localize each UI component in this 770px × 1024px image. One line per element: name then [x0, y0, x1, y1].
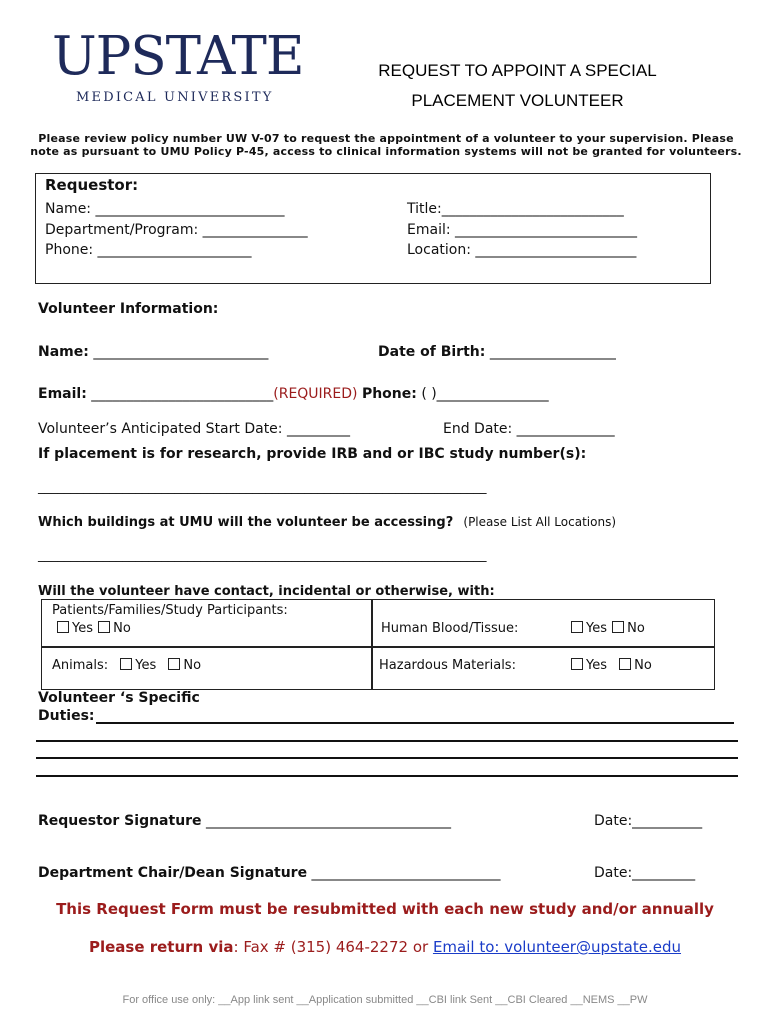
animals-yes-checkbox[interactable]	[120, 658, 132, 670]
patients-label: Patients/Families/Study Participants:	[52, 603, 288, 618]
duties-line-2[interactable]	[36, 740, 738, 742]
irb-label: If placement is for research, provide IRB and or IBC study number(s):	[38, 446, 587, 462]
blood-no-label: No	[627, 621, 645, 636]
hazardous-yes-checkbox[interactable]	[571, 658, 583, 670]
volunteer-email-row[interactable]	[38, 386, 549, 402]
hazardous-no-checkbox[interactable]	[619, 658, 631, 670]
patients-yes-checkbox[interactable]	[57, 621, 69, 633]
volunteer-name-label: Name:	[38, 344, 89, 360]
required-note: (REQUIRED)	[273, 386, 358, 402]
requestor-phone-field[interactable]: Phone: ______________________	[45, 242, 252, 258]
volunteer-dob-line[interactable]: __________________	[489, 344, 616, 360]
return-label: Please return via	[88, 938, 234, 956]
volunteer-dob-label: Date of Birth:	[378, 344, 486, 360]
form-title-line2: PLACEMENT VOLUNTEER	[411, 91, 624, 110]
blood-yes-checkbox[interactable]	[571, 621, 583, 633]
hazardous-no-label: No	[634, 658, 652, 673]
blood-yes-label: Yes	[586, 621, 607, 636]
animals-no-label: No	[183, 658, 202, 673]
chair-date-field[interactable]: Date:_________	[594, 865, 696, 881]
volunteer-heading: Volunteer Information:	[38, 301, 219, 317]
volunteer-start-date-field[interactable]: Volunteer’s Anticipated Start Date: _________	[38, 421, 350, 437]
volunteer-phone-label: Phone:	[361, 386, 417, 402]
duties-label-line1: Volunteer ‘s Specific	[38, 690, 200, 706]
duties-line-4[interactable]	[36, 775, 738, 777]
duties-label-line2: Duties:	[38, 708, 95, 724]
policy-notice: Please review policy number UW V-07 to request the appointment of a volunteer to your supervision. Please note as pursuant to UMU Policy P-45, access to clinical information systems will not be granted for volunteers.	[30, 132, 742, 158]
volunteer-email-line[interactable]: __________________________	[91, 386, 274, 402]
patients-options	[56, 621, 131, 636]
blood-no-checkbox[interactable]	[612, 621, 624, 633]
blood-options	[570, 621, 645, 636]
return-fax: : Fax # (315) 464-2272 or	[233, 938, 433, 956]
patients-no-label: No	[113, 621, 131, 636]
volunteer-phone-line[interactable]: ( )________________	[421, 386, 549, 402]
requestor-location-field[interactable]: Location: _______________________	[407, 242, 637, 258]
animals-label: Animals:	[52, 658, 109, 673]
requestor-date-field[interactable]: Date:__________	[594, 813, 703, 829]
form-title-line1: REQUEST TO APPOINT A SPECIAL	[378, 61, 657, 80]
requestor-signature-row[interactable]	[38, 813, 451, 829]
buildings-hint: (Please List All Locations)	[463, 515, 616, 529]
requestor-signature-line[interactable]: ___________________________________	[206, 813, 452, 829]
duties-line-3[interactable]	[36, 757, 738, 759]
hazardous-yes-label: Yes	[586, 658, 607, 673]
volunteer-end-date-field[interactable]: End Date: ______________	[443, 421, 615, 437]
chair-signature-line[interactable]: ___________________________	[311, 865, 501, 881]
requestor-department-field[interactable]: Department/Program: _______________	[45, 222, 308, 238]
logo-wordmark: UPSTATE	[52, 26, 304, 87]
patients-no-checkbox[interactable]	[98, 621, 110, 633]
animals-yes-label: Yes	[135, 658, 157, 673]
office-use-footer: For office use only: __App link sent __Application submitted __CBI link Sent __CBI Cleared __NEMS __PW	[122, 994, 648, 1006]
volunteer-name-row[interactable]	[38, 344, 268, 360]
logo-subtitle: MEDICAL UNIVERSITY	[76, 90, 274, 105]
resubmit-notice: This Request Form must be resubmitted with each new study and/or annually	[56, 900, 714, 918]
requestor-signature-label: Requestor Signature	[38, 813, 202, 829]
blood-label: Human Blood/Tissue:	[381, 621, 519, 636]
requestor-email-field[interactable]: Email: __________________________	[407, 222, 638, 238]
requestor-name-field[interactable]: Name: ___________________________	[45, 201, 285, 217]
buildings-label: Which buildings at UMU will the volunteer be accessing?	[38, 515, 454, 530]
contact-heading: Will the volunteer have contact, incidental or otherwise, with:	[38, 584, 495, 599]
buildings-row	[38, 515, 616, 530]
hazardous-label: Hazardous Materials:	[379, 658, 516, 673]
animals-row	[52, 658, 201, 673]
volunteer-email-label: Email:	[38, 386, 87, 402]
hazardous-options	[570, 658, 652, 673]
chair-signature-label: Department Chair/Dean Signature	[38, 865, 308, 881]
irb-line[interactable]: _____________________________________________________________________	[38, 480, 487, 495]
chair-signature-row[interactable]	[38, 865, 501, 881]
requestor-title-field[interactable]: Title:__________________________	[407, 201, 624, 217]
animals-no-checkbox[interactable]	[168, 658, 180, 670]
volunteer-dob-row[interactable]	[378, 344, 616, 360]
return-instructions	[0, 938, 770, 956]
patients-yes-label: Yes	[72, 621, 93, 636]
requestor-heading: Requestor:	[45, 176, 139, 194]
buildings-line[interactable]: _____________________________________________________________________	[38, 548, 487, 563]
duties-line-1[interactable]	[96, 722, 734, 724]
volunteer-name-line[interactable]: _________________________	[93, 344, 269, 360]
return-email-link[interactable]: Email to: volunteer@upstate.edu	[432, 938, 682, 956]
